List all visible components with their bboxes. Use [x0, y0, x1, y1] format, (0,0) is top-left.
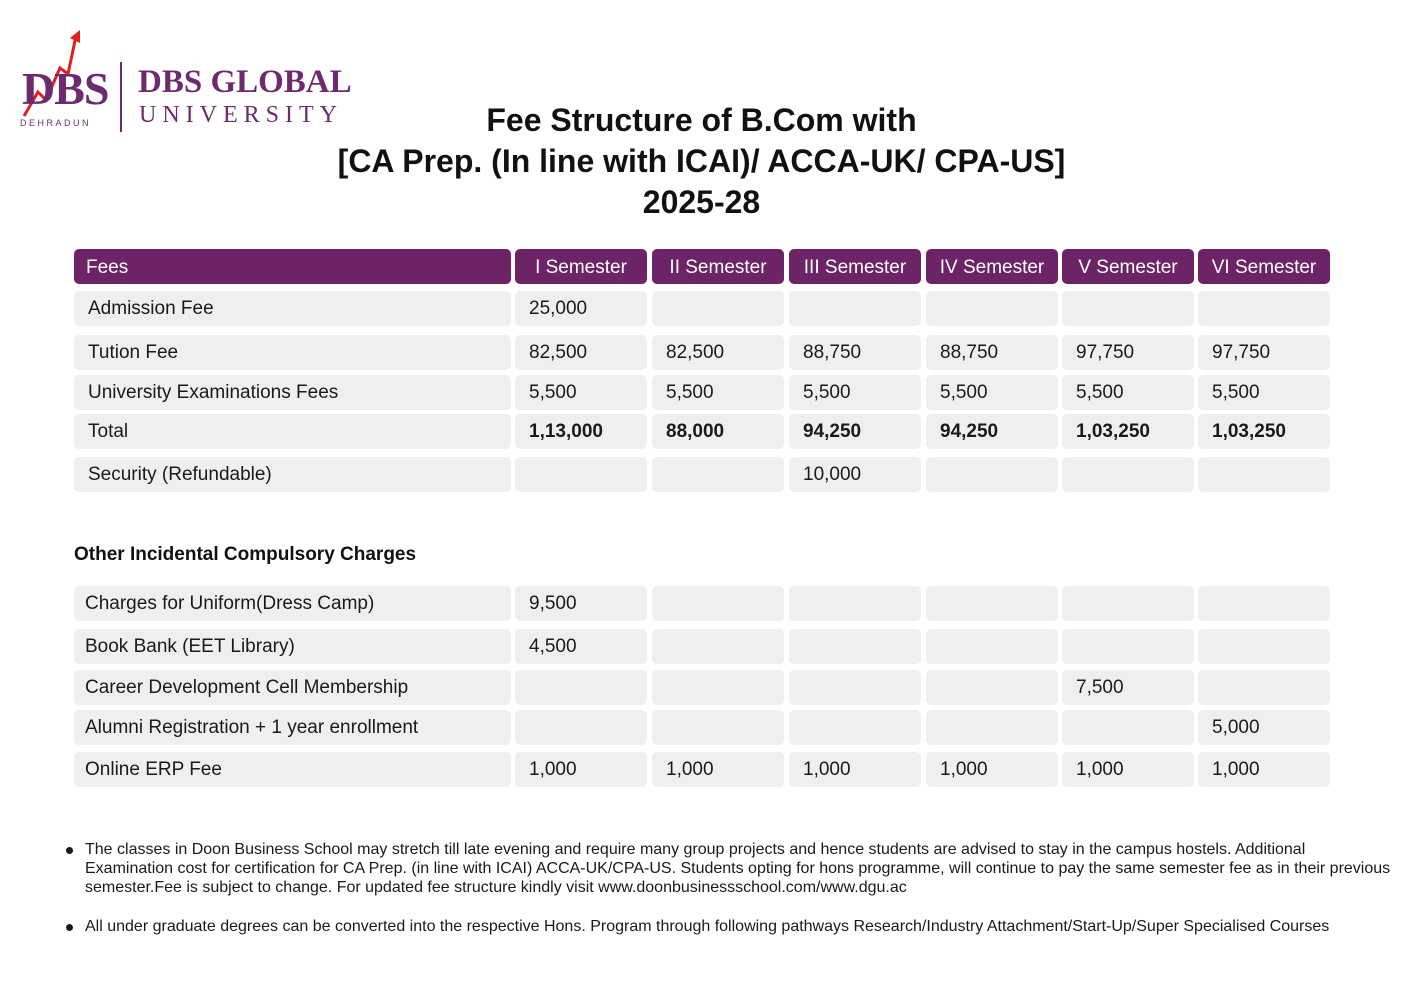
charge-cell-semester-1: 4,500 [515, 629, 647, 664]
notes-list [66, 840, 1396, 956]
charge-cell-semester-6 [1198, 629, 1330, 664]
fee-cell-semester-5: 5,500 [1062, 375, 1194, 410]
fee-row-label: University Examinations Fees [74, 375, 511, 410]
charge-row-label: Alumni Registration + 1 year enrollment [74, 710, 511, 745]
charge-cell-semester-4 [926, 586, 1058, 621]
fee-cell-semester-6: 97,750 [1198, 335, 1330, 370]
charge-cell-semester-3 [789, 670, 921, 705]
bullet-icon [66, 847, 73, 854]
title-line1: Fee Structure of B.Com with [486, 102, 917, 138]
charge-cell-semester-5 [1062, 710, 1194, 745]
charge-cell-semester-3 [789, 586, 921, 621]
charge-row-label: Online ERP Fee [74, 752, 511, 787]
charge-cell-semester-6 [1198, 586, 1330, 621]
fee-cell-semester-1: 5,500 [515, 375, 647, 410]
title-line2: [CA Prep. (In line with ICAI)/ ACCA-UK/ CPA-US] [337, 143, 1066, 179]
fee-cell-semester-5: 97,750 [1062, 335, 1194, 370]
charge-cell-semester-2 [652, 670, 784, 705]
charge-cell-semester-4 [926, 710, 1058, 745]
fee-cell-semester-1 [515, 457, 647, 492]
header-semester-6: VI Semester [1198, 249, 1330, 284]
header-semester-5: V Semester [1062, 249, 1194, 284]
fee-cell-semester-6 [1198, 457, 1330, 492]
fee-cell-semester-2: 82,500 [652, 335, 784, 370]
fee-cell-semester-6: 1,03,250 [1198, 414, 1330, 449]
charge-cell-semester-3 [789, 710, 921, 745]
charge-row-label: Charges for Uniform(Dress Camp) [74, 586, 511, 621]
fee-cell-semester-5 [1062, 291, 1194, 326]
logo-name-line1: DBS GLOBAL [138, 64, 352, 100]
note-text: All under graduate degrees can be converted into the respective Hons. Program through following pathways Research/Industry Attachment/Start-Up/Super Specialised Courses [85, 918, 1330, 935]
charge-cell-semester-5 [1062, 629, 1194, 664]
charge-cell-semester-2 [652, 629, 784, 664]
fee-cell-semester-2: 5,500 [652, 375, 784, 410]
fee-row-label: Total [74, 414, 511, 449]
logo-dbs-text: DBS [22, 63, 109, 114]
charge-cell-semester-4 [926, 629, 1058, 664]
fee-cell-semester-4: 88,750 [926, 335, 1058, 370]
charge-cell-semester-1: 1,000 [515, 752, 647, 787]
charge-cell-semester-5: 7,500 [1062, 670, 1194, 705]
fee-cell-semester-4 [926, 457, 1058, 492]
fee-cell-semester-4 [926, 291, 1058, 326]
note-item [66, 917, 1396, 936]
fee-cell-semester-3: 94,250 [789, 414, 921, 449]
note-text: The classes in Doon Business School may stretch till late evening and require many group projects and hence students are advised to stay in the campus hostels. Additional Examination cost for certification for CA Prep. (in line with ICAI) ACCA-UK/CPA-US. Students opting for hons programme, will continue to pay the same semester fee as in their previous semester.Fee is subject to change. For updated fee structure kindly visit www.doonbusinessschool.com/www.dgu.ac [85, 841, 1391, 896]
charge-cell-semester-1 [515, 670, 647, 705]
fee-cell-semester-2: 88,000 [652, 414, 784, 449]
fee-row-label: Admission Fee [74, 291, 511, 326]
charge-cell-semester-5: 1,000 [1062, 752, 1194, 787]
fee-cell-semester-6: 5,500 [1198, 375, 1330, 410]
fee-row-label: Security (Refundable) [74, 457, 511, 492]
fee-cell-semester-1: 82,500 [515, 335, 647, 370]
fee-cell-semester-6 [1198, 291, 1330, 326]
charge-cell-semester-6: 1,000 [1198, 752, 1330, 787]
fee-cell-semester-3 [789, 291, 921, 326]
fee-cell-semester-1: 25,000 [515, 291, 647, 326]
logo-name-line2: UNIVERSITY [139, 102, 343, 128]
title-line3: 2025-28 [642, 184, 761, 220]
fee-cell-semester-5: 1,03,250 [1062, 414, 1194, 449]
charge-row-label: Book Bank (EET Library) [74, 629, 511, 664]
header-semester-2: II Semester [652, 249, 784, 284]
charge-cell-semester-3 [789, 629, 921, 664]
charge-cell-semester-2 [652, 586, 784, 621]
header-semester-3: III Semester [789, 249, 921, 284]
charge-cell-semester-5 [1062, 586, 1194, 621]
logo-city-text: DEHRADUN [20, 118, 92, 128]
fee-cell-semester-5 [1062, 457, 1194, 492]
fee-row-label: Tution Fee [74, 335, 511, 370]
charge-cell-semester-6: 5,000 [1198, 710, 1330, 745]
fee-cell-semester-2 [652, 291, 784, 326]
fee-cell-semester-1: 1,13,000 [515, 414, 647, 449]
charge-cell-semester-1: 9,500 [515, 586, 647, 621]
fee-cell-semester-4: 5,500 [926, 375, 1058, 410]
header-semester-4: IV Semester [926, 249, 1058, 284]
header-semester-1: I Semester [515, 249, 647, 284]
header-fees: Fees [74, 249, 511, 284]
charge-cell-semester-3: 1,000 [789, 752, 921, 787]
charge-cell-semester-4: 1,000 [926, 752, 1058, 787]
fee-cell-semester-3: 88,750 [789, 335, 921, 370]
charge-cell-semester-1 [515, 710, 647, 745]
fee-cell-semester-2 [652, 457, 784, 492]
other-charges-title: Other Incidental Compulsory Charges [74, 544, 417, 565]
charge-row-label: Career Development Cell Membership [74, 670, 511, 705]
charge-cell-semester-2 [652, 710, 784, 745]
page-title [0, 100, 1403, 223]
fee-cell-semester-4: 94,250 [926, 414, 1058, 449]
fee-cell-semester-3: 10,000 [789, 457, 921, 492]
charge-cell-semester-2: 1,000 [652, 752, 784, 787]
charge-cell-semester-6 [1198, 670, 1330, 705]
note-item [66, 840, 1396, 897]
fee-cell-semester-3: 5,500 [789, 375, 921, 410]
charge-cell-semester-4 [926, 670, 1058, 705]
bullet-icon [66, 924, 73, 931]
